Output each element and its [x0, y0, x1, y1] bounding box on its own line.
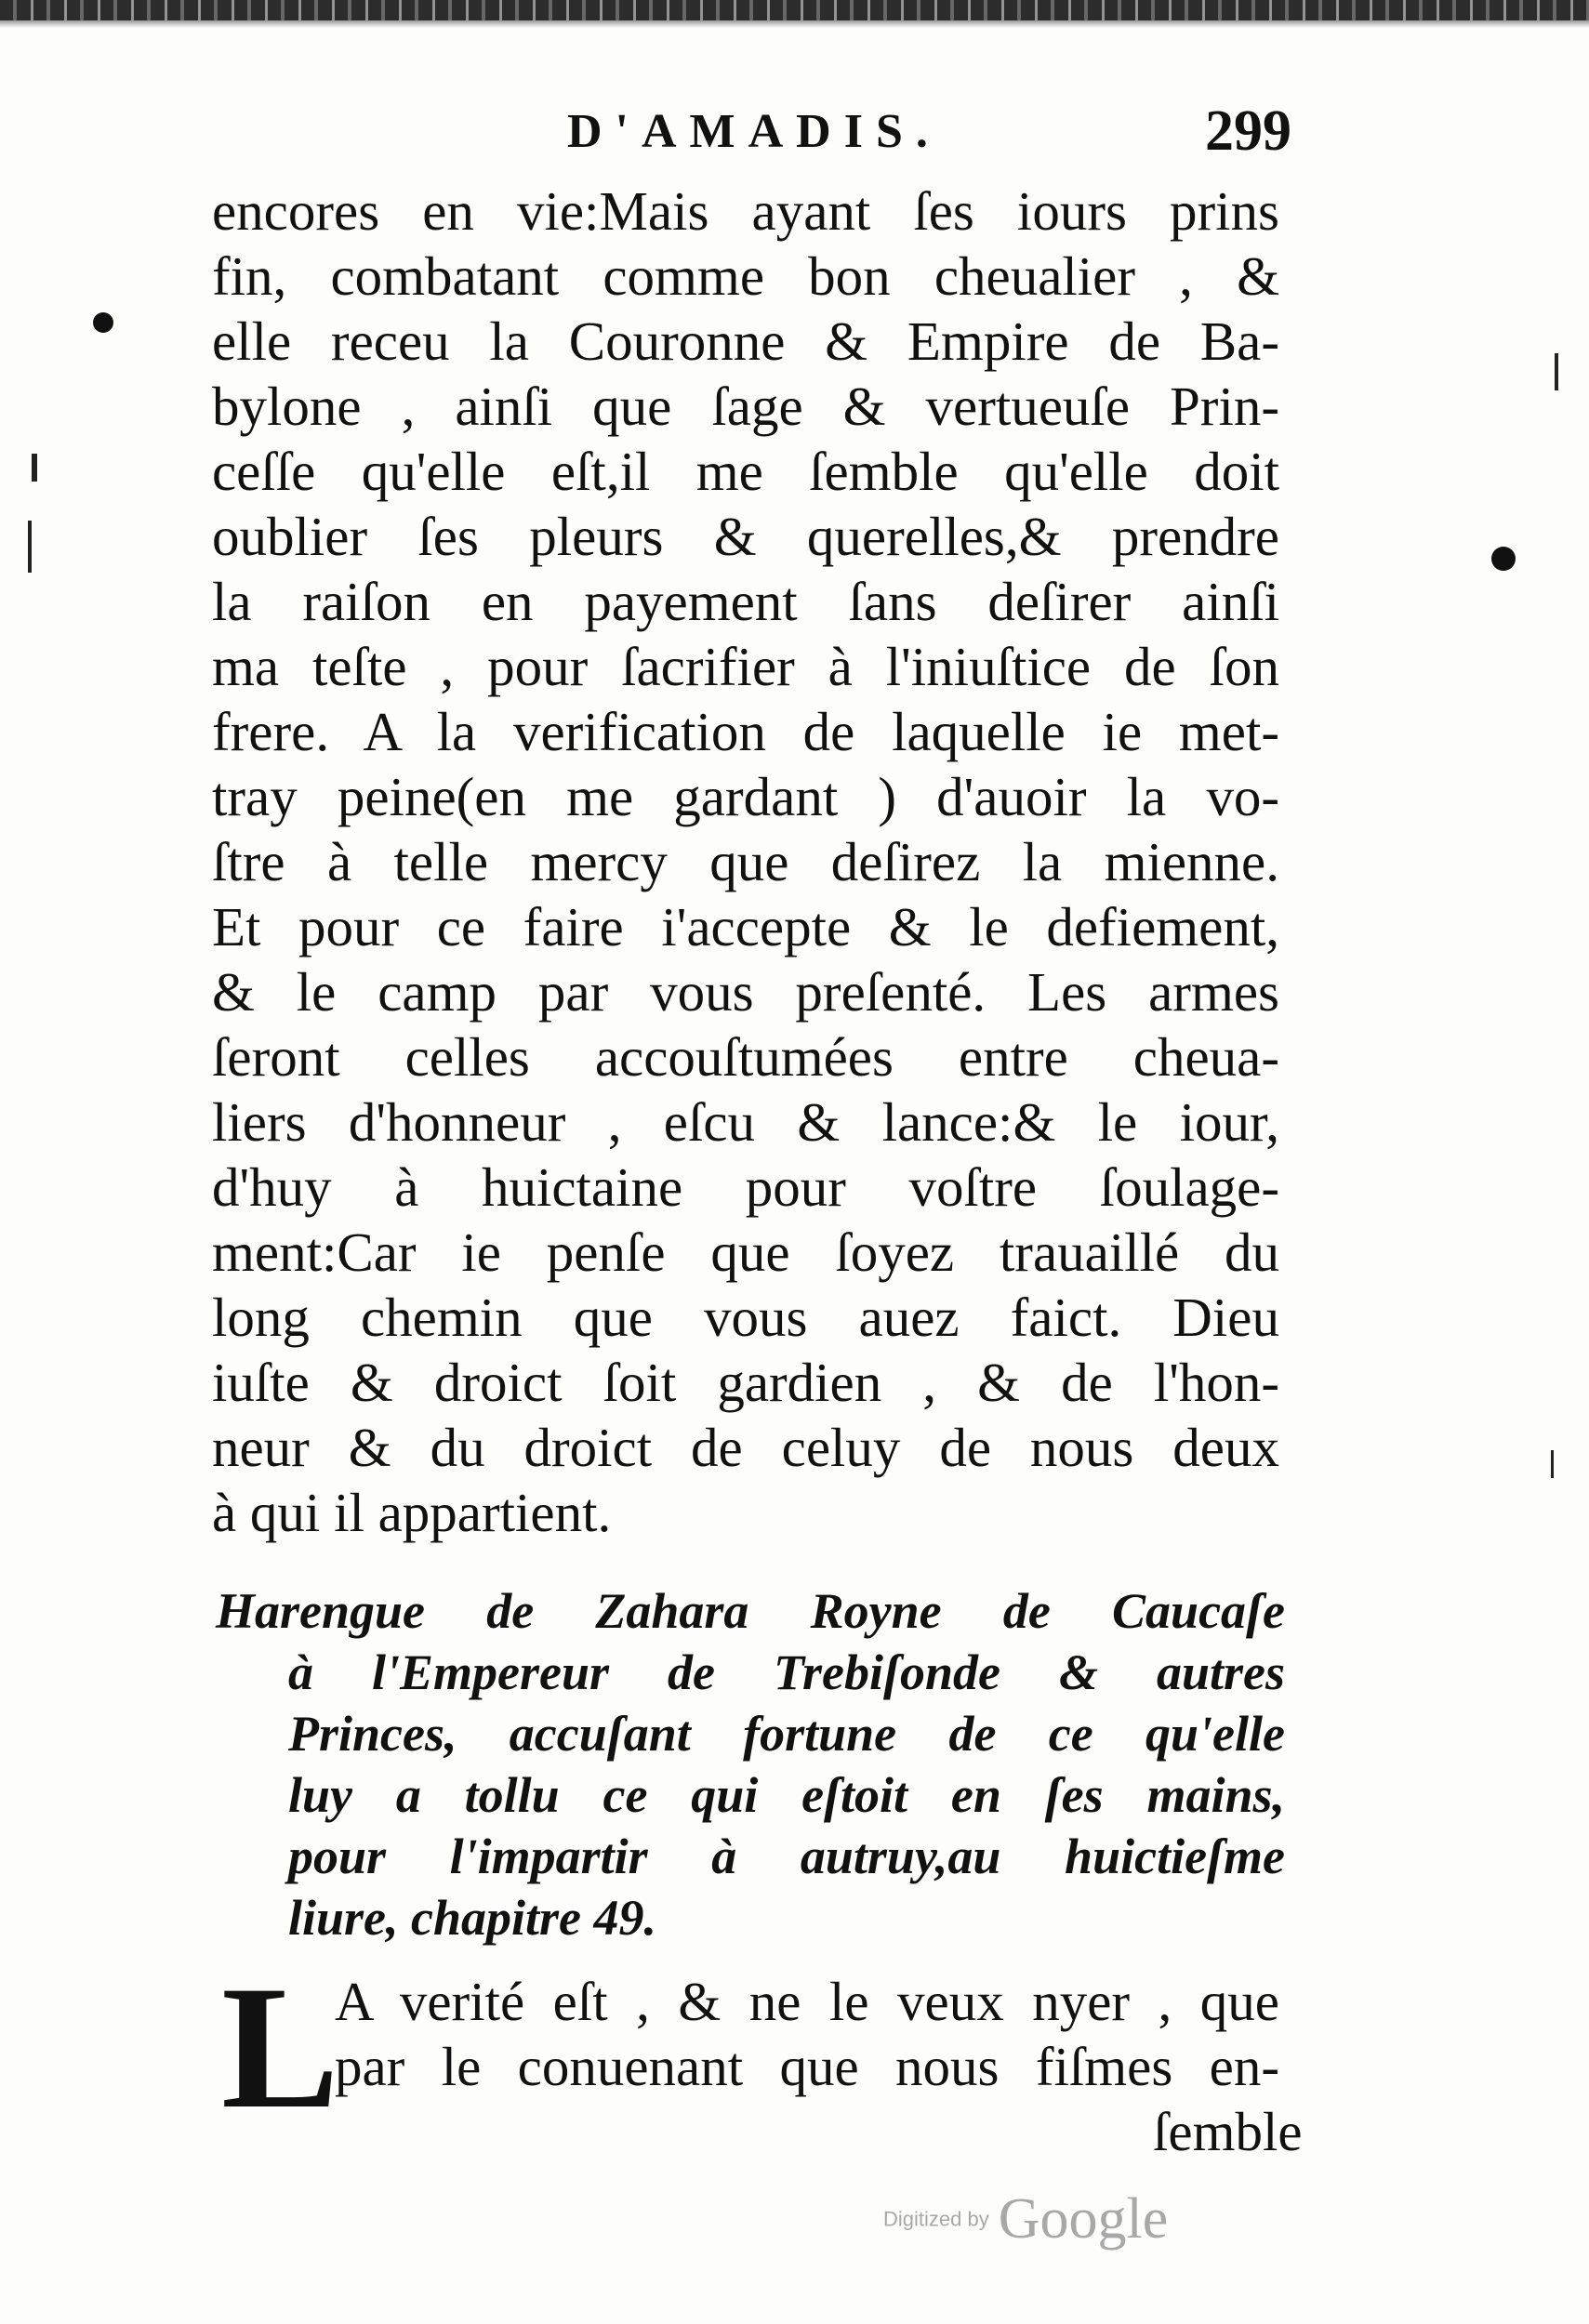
- chapter-opening-text: [335, 1969, 1279, 2099]
- text-line: par le conuenant que nous fiſmes en-: [335, 2036, 1279, 2097]
- text-line: ſeront celles accouſtumées entre cheua-: [212, 1026, 1279, 1088]
- text-line: liers d'honneur , eſcu & lance:& le iour,: [212, 1091, 1279, 1153]
- text-line: bylone , ainſi que ſage & vertueuſe Prin-: [212, 376, 1279, 437]
- text-line: elle receu la Couronne & Empire de Ba-: [212, 310, 1279, 372]
- ink-mark: [32, 454, 37, 482]
- page-top-edge: [0, 0, 1589, 20]
- ink-speck: [1491, 547, 1516, 571]
- heading-line: luy a tollu ce qui eſtoit en ſes mains,: [288, 1767, 1285, 1823]
- text-line: d'huy à huictaine pour voſtre ſoulage-: [212, 1156, 1279, 1218]
- text-line: fin, combatant comme bon cheualier , &: [212, 245, 1279, 307]
- body-text: [212, 178, 1279, 1545]
- text-line: A verité eſt , & ne le veux nyer , que: [335, 1971, 1279, 2032]
- ink-mark: [1555, 353, 1558, 390]
- text-line: tray peine(en me gardant ) d'auoir la vo-: [212, 766, 1279, 827]
- running-head: D'AMADIS.: [567, 105, 941, 158]
- text-line: ceſſe qu'elle eſt,il me ſemble qu'elle doit: [212, 441, 1279, 502]
- ink-mark: [1551, 1450, 1554, 1478]
- page-top-edge-shadow: [0, 20, 1589, 28]
- page-number: 299: [1205, 99, 1291, 163]
- ink-speck: [93, 312, 113, 333]
- catchword: ſemble: [1153, 2101, 1303, 2162]
- text-line: & le camp par vous preſenté. Les armes: [212, 961, 1279, 1023]
- drop-cap: L: [221, 1950, 339, 2146]
- google-logo: Google: [998, 2187, 1169, 2251]
- text-line: ment:Car ie penſe que ſoyez trauaillé du: [212, 1221, 1279, 1283]
- text-line: long chemin que vous auez faict. Dieu: [212, 1287, 1279, 1348]
- text-line: iuſte & droict ſoit gardien , & de l'hon-: [212, 1352, 1279, 1413]
- text-line: ſtre à telle mercy que deſirez la mienne.: [212, 831, 1279, 892]
- digitization-watermark: [883, 2186, 1168, 2252]
- ink-mark: [28, 521, 32, 573]
- watermark-prefix: Digitized by: [883, 2207, 989, 2231]
- text-line: neur & du droict de celuy de nous deux: [212, 1417, 1279, 1478]
- heading-line: à l'Empereur de Trebiſonde & autres: [288, 1644, 1285, 1700]
- text-line: frere. A la verification de laquelle ie met-: [212, 701, 1279, 762]
- text-line: oublier ſes pleurs & querelles,& prendre: [212, 506, 1279, 567]
- text-line: à qui il appartient.: [212, 1482, 612, 1543]
- heading-line: pour l'impartir à autruy,au huictieſme: [288, 1829, 1285, 1884]
- heading-line: liure, chapitre 49.: [288, 1890, 657, 1946]
- text-line: encores en vie:Mais ayant ſes iours prins: [212, 180, 1279, 242]
- heading-line: Princes, accuſant fortune de ce qu'elle: [288, 1706, 1285, 1762]
- text-line: ma teſte , pour ſacrifier à l'iniuſtice de ſon: [212, 636, 1279, 697]
- text-line: la raiſon en payement ſans deſirer ainſi: [212, 571, 1279, 632]
- text-line: Et pour ce faire i'accepte & le defiement,: [212, 896, 1279, 957]
- heading-line: Harengue de Zahara Royne de Caucaſe: [216, 1583, 1285, 1639]
- chapter-heading: [216, 1580, 1285, 1948]
